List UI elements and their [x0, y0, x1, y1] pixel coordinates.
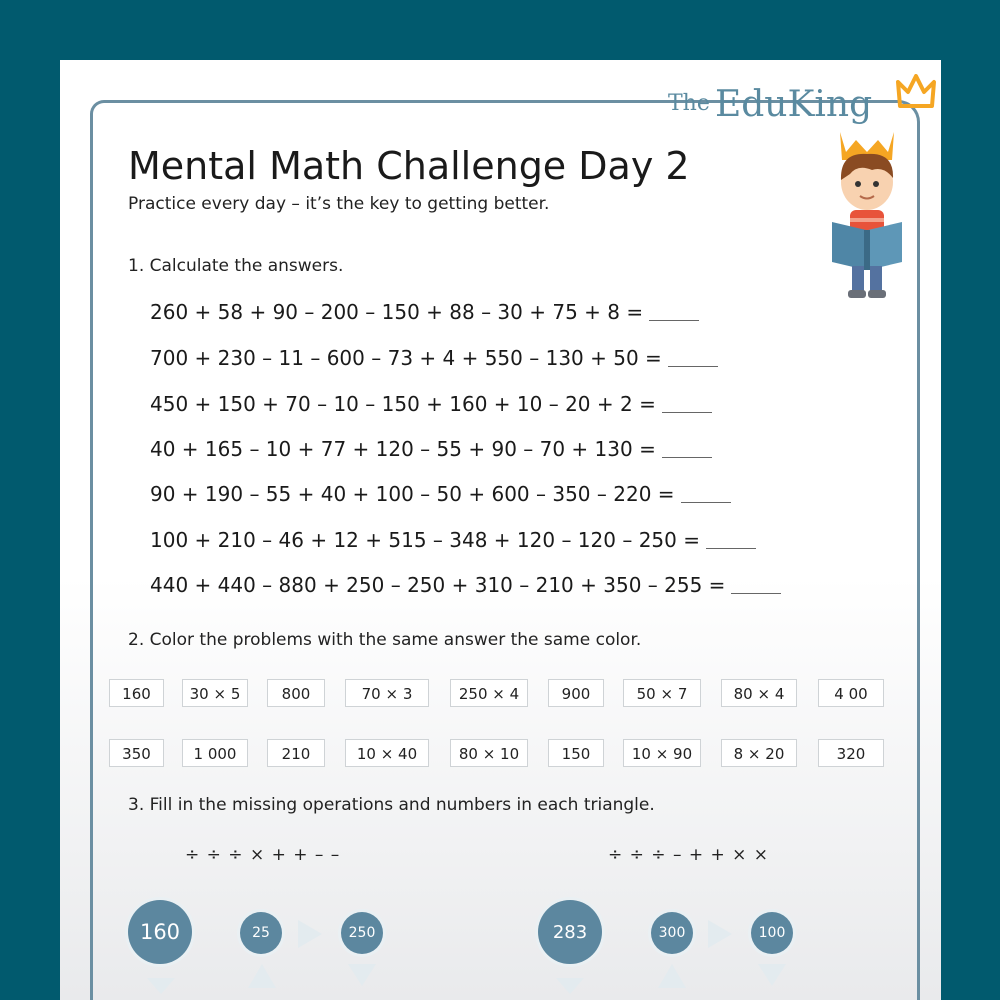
triangle-circle: 25	[240, 912, 282, 954]
equation-text: 700 + 230 – 11 – 600 – 73 + 4 + 550 – 130 + 50 =	[150, 346, 662, 370]
equation-text: 40 + 165 – 10 + 77 + 120 – 55 + 90 – 70 + 130 =	[150, 437, 656, 461]
triangle-circle: 300	[651, 912, 693, 954]
color-problem-box[interactable]: 8 × 20	[721, 739, 797, 767]
answer-blank[interactable]	[706, 530, 756, 549]
triangle-circle: 100	[751, 912, 793, 954]
worksheet	[60, 60, 941, 1000]
equation-row	[150, 300, 780, 324]
color-problem-box[interactable]: 80 × 4	[721, 679, 797, 707]
color-problem-box[interactable]: 10 × 40	[345, 739, 429, 767]
color-problem-box[interactable]: 800	[267, 679, 325, 707]
question-2-prompt: 2. Color the problems with the same answer the same color.	[128, 630, 642, 650]
triangle-circle: 250	[341, 912, 383, 954]
triangle-top-circle: 283	[538, 900, 602, 964]
arrow-right-icon	[298, 920, 322, 948]
equation-row	[150, 346, 780, 370]
color-problem-box[interactable]: 1 000	[182, 739, 248, 767]
arrow-down-icon	[348, 964, 376, 986]
brand-logo	[668, 84, 872, 125]
answer-blank[interactable]	[649, 302, 699, 321]
color-problem-box[interactable]: 80 × 10	[450, 739, 528, 767]
brand-name: EduKing	[714, 84, 873, 125]
color-problem-box[interactable]: 210	[267, 739, 325, 767]
color-problem-box[interactable]: 350	[109, 739, 164, 767]
equation-text: 440 + 440 – 880 + 250 – 250 + 310 – 210 + 350 – 255 =	[150, 573, 726, 597]
answer-blank[interactable]	[662, 394, 712, 413]
color-problem-box[interactable]: 10 × 90	[623, 739, 701, 767]
equation-row	[150, 482, 780, 506]
arrow-up-icon	[658, 964, 686, 988]
page-subtitle: Practice every day – it’s the key to getting better.	[128, 194, 550, 214]
arrow-up-icon	[248, 964, 276, 988]
equation-row	[150, 437, 780, 461]
arrow-down-icon	[147, 978, 175, 994]
arrow-down-icon	[758, 964, 786, 986]
triangle-top-circle: 160	[128, 900, 192, 964]
color-problem-box[interactable]: 150	[548, 739, 604, 767]
brand-the: The	[668, 91, 710, 116]
question-1-prompt: 1. Calculate the answers.	[128, 256, 344, 276]
equation-text: 260 + 58 + 90 – 200 – 150 + 88 – 30 + 75 + 8 =	[150, 300, 644, 324]
logo-crown-icon	[896, 74, 936, 110]
equation-row	[150, 573, 780, 597]
arrow-down-icon	[556, 978, 584, 994]
answer-blank[interactable]	[731, 575, 781, 594]
color-problem-box[interactable]: 4 00	[818, 679, 884, 707]
color-problem-box[interactable]: 900	[548, 679, 604, 707]
page-title: Mental Math Challenge Day 2	[128, 144, 690, 188]
color-problem-box[interactable]: 50 × 7	[623, 679, 701, 707]
answer-blank[interactable]	[681, 484, 731, 503]
question-3-prompt: 3. Fill in the missing operations and numbers in each triangle.	[128, 795, 655, 815]
arrow-right-icon	[708, 920, 732, 948]
color-problem-box[interactable]: 160	[109, 679, 164, 707]
color-problem-box[interactable]: 70 × 3	[345, 679, 429, 707]
operations-right: ÷ ÷ ÷ – + + × ×	[608, 845, 770, 865]
equation-row	[150, 392, 780, 416]
boy-reading-illustration	[822, 130, 912, 300]
operations-left: ÷ ÷ ÷ × + + – –	[185, 845, 341, 865]
answer-blank[interactable]	[668, 348, 718, 367]
answer-blank[interactable]	[662, 439, 712, 458]
color-problem-box[interactable]: 30 × 5	[182, 679, 248, 707]
equation-text: 100 + 210 – 46 + 12 + 515 – 348 + 120 – 120 – 250 =	[150, 528, 700, 552]
color-problem-box[interactable]: 250 × 4	[450, 679, 528, 707]
equation-text: 450 + 150 + 70 – 10 – 150 + 160 + 10 – 20 + 2 =	[150, 392, 656, 416]
equation-row	[150, 528, 780, 552]
color-problem-box[interactable]: 320	[818, 739, 884, 767]
equation-text: 90 + 190 – 55 + 40 + 100 – 50 + 600 – 350 – 220 =	[150, 482, 675, 506]
